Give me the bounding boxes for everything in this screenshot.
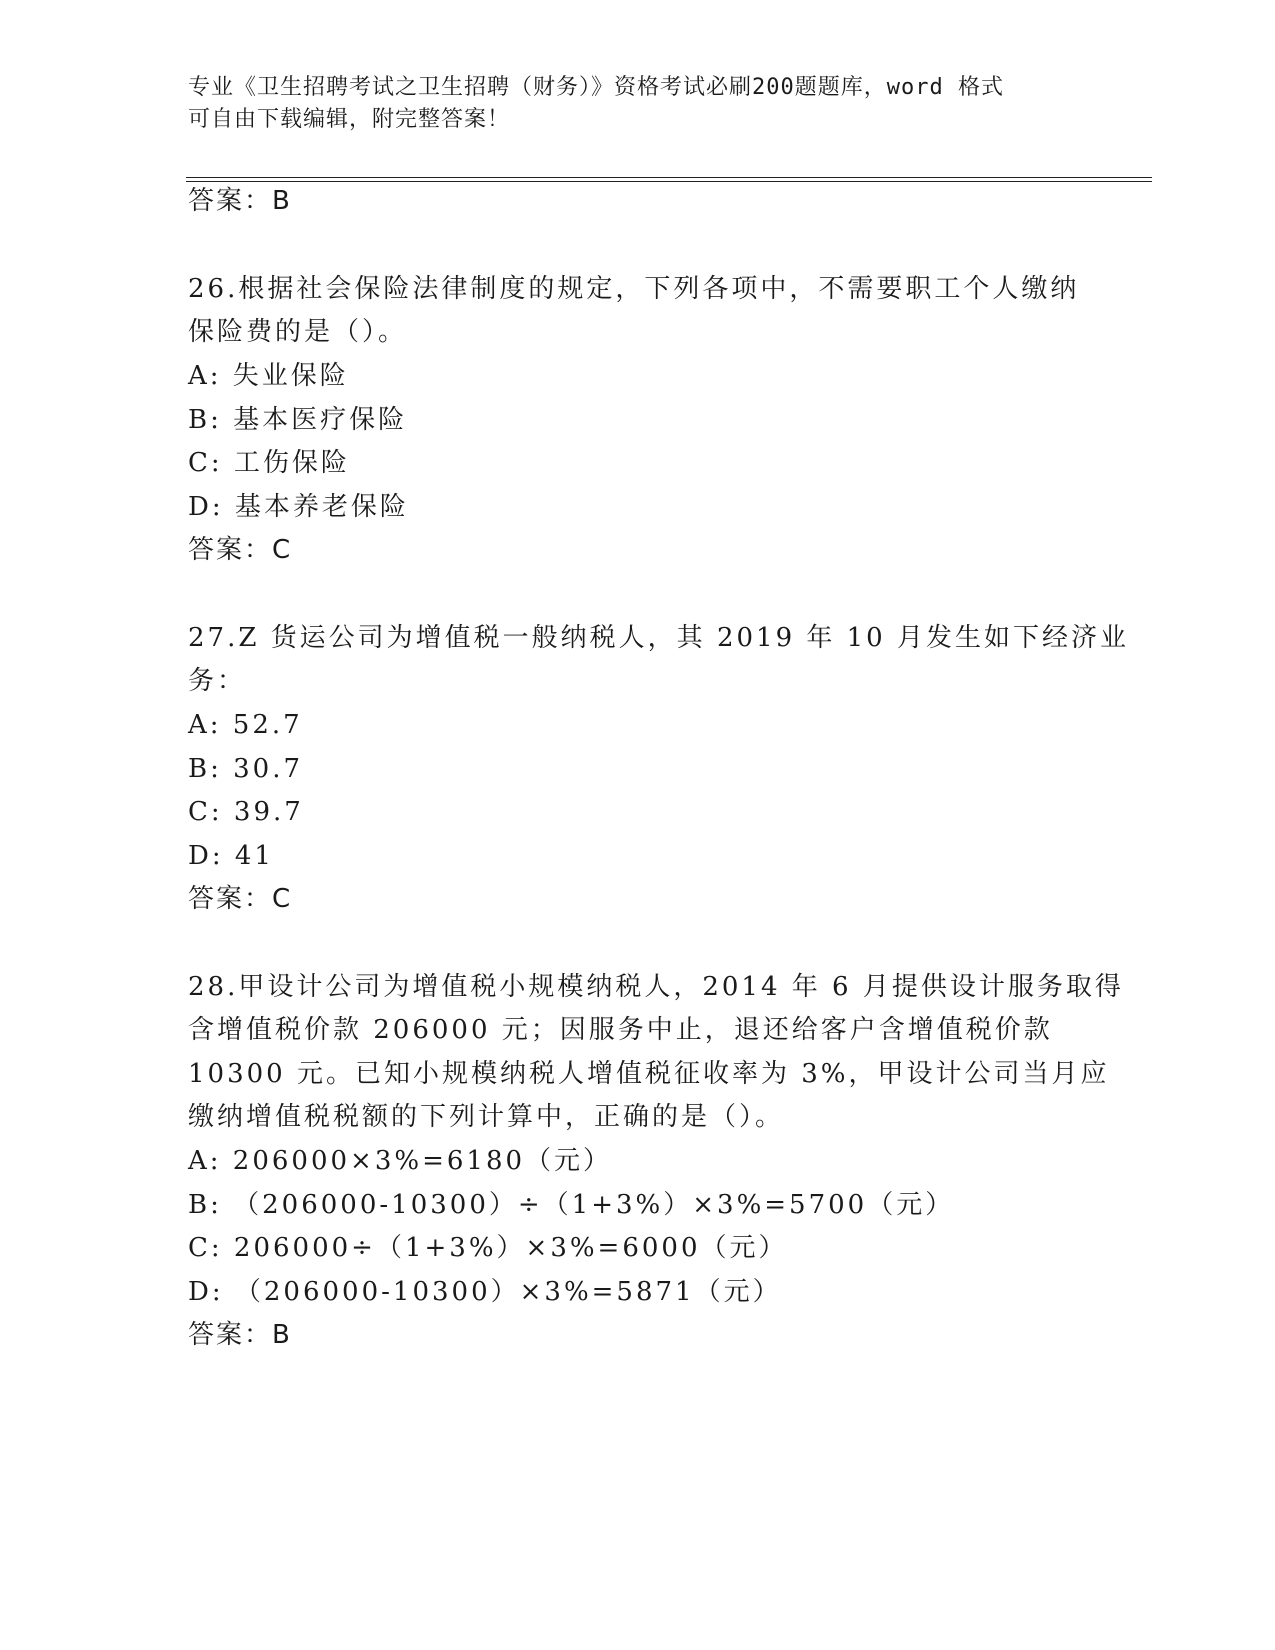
q28-stem-line-3: 10300 元。已知小规模纳税人增值税征收率为 3%，甲设计公司当月应 <box>188 1059 1110 1089</box>
q26-stem-line-2: 保险费的是（）。 <box>188 317 408 347</box>
q26-option-a: A: 失业保险 <box>188 361 349 391</box>
q26-stem-line-1: 26.根据社会保险法律制度的规定，下列各项中，不需要职工个人缴纳 <box>188 274 1080 304</box>
q28-answer: 答案：B <box>188 1320 292 1350</box>
q26-option-c: C: 工伤保险 <box>188 448 350 478</box>
q27-option-b: B: 30.7 <box>188 754 304 784</box>
header-divider-bottom <box>186 181 1152 182</box>
q28-stem-line-1: 28.甲设计公司为增值税小规模纳税人，2014 年 6 月提供设计服务取得 <box>188 972 1124 1002</box>
q26-answer: 答案：C <box>188 535 293 565</box>
document-header <box>188 72 1088 136</box>
q27-answer: 答案：C <box>188 884 293 914</box>
q26-option-d: D: 基本养老保险 <box>188 492 409 522</box>
q27-option-d: D: 41 <box>188 841 274 871</box>
previous-answer: 答案：B <box>188 186 292 216</box>
q28-stem-line-2: 含增值税价款 206000 元；因服务中止，退还给客户含增值税价款 <box>188 1015 1053 1045</box>
header-divider-top <box>186 177 1152 178</box>
q28-option-b: B: （206000-10300）÷（1+3%）×3%=5700（元） <box>188 1190 955 1220</box>
q27-stem-line-1: 27.Z 货运公司为增值税一般纳税人，其 2019 年 10 月发生如下经济业 <box>188 623 1129 653</box>
q28-option-a: A: 206000×3%=6180（元） <box>188 1146 613 1176</box>
q27-option-c: C: 39.7 <box>188 797 304 827</box>
header-line-2: 可自由下载编辑，附完整答案！ <box>188 107 511 132</box>
q27-option-a: A: 52.7 <box>188 710 303 740</box>
q28-option-c: C: 206000÷（1+3%）×3%=6000（元） <box>188 1233 788 1263</box>
q28-stem-line-4: 缴纳增值税税额的下列计算中，正确的是（）。 <box>188 1102 785 1132</box>
header-line-1: 专业《卫生招聘考试之卫生招聘（财务）》资格考试必刷200题题库，word 格式 <box>188 75 1004 100</box>
q26-option-b: B: 基本医疗保险 <box>188 405 408 435</box>
q27-stem-line-2: 务： <box>188 666 247 696</box>
q28-option-d: D: （206000-10300）×3%=5871（元） <box>188 1277 782 1307</box>
